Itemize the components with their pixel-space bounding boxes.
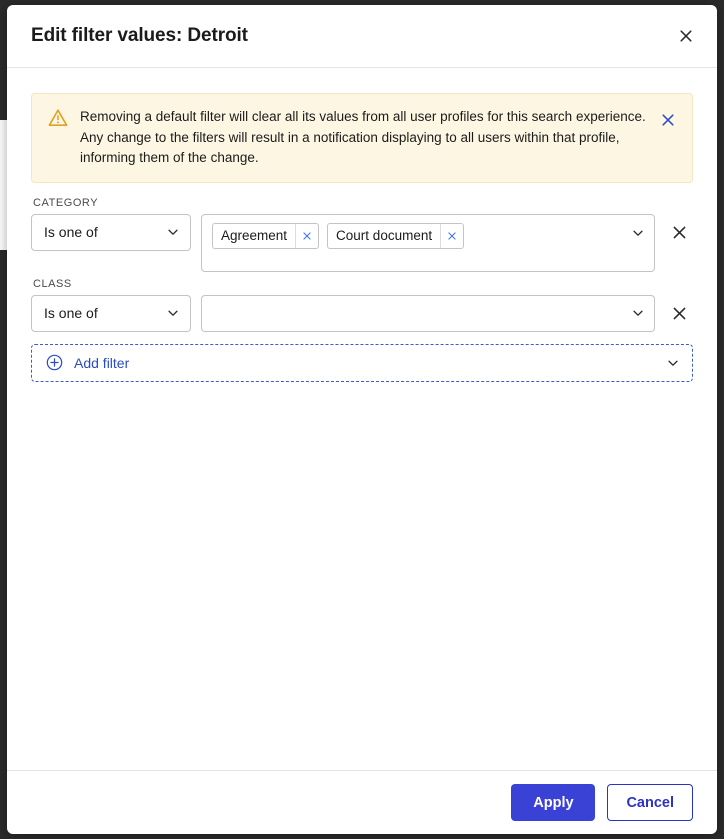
filter-values-input-category[interactable]	[201, 214, 655, 272]
warning-message: Removing a default filter will clear all its values from all user profiles for this search experience. Any change to the filters will result in a notification displaying to all users within that profile, informing them of the change.	[80, 109, 646, 166]
filter-row-class	[31, 295, 693, 332]
close-icon	[660, 112, 676, 128]
add-filter-button[interactable]	[31, 344, 693, 382]
close-icon	[671, 224, 688, 241]
plus-circle-icon	[46, 354, 64, 371]
filter-label-category: CATEGORY	[33, 196, 99, 209]
filter-token-label: Agreement	[221, 228, 288, 244]
filter-values-input-class[interactable]	[201, 295, 655, 332]
warning-close-button[interactable]	[656, 105, 680, 135]
dialog-title: Edit filter values: Detroit	[31, 25, 248, 46]
filter-token-list-category	[212, 223, 624, 249]
filter-operator-select-class[interactable]	[31, 295, 191, 332]
dialog-body	[7, 68, 717, 770]
filter-operator-value-class: Is one of	[44, 305, 98, 322]
close-icon	[302, 231, 312, 241]
filter-label-class: CLASS	[33, 277, 72, 290]
chevron-down-icon	[166, 225, 180, 239]
chevron-down-icon[interactable]	[666, 356, 680, 370]
filter-token-remove-button[interactable]	[440, 224, 463, 248]
background-panel-edge	[0, 120, 7, 250]
cancel-button[interactable]: Cancel	[607, 784, 693, 821]
add-filter-label: Add filter	[74, 354, 130, 371]
apply-button[interactable]: Apply	[511, 784, 595, 821]
filter-token-remove-button[interactable]	[295, 224, 318, 248]
chevron-down-icon[interactable]	[630, 306, 646, 320]
chevron-down-icon	[166, 306, 180, 320]
chevron-down-icon[interactable]	[630, 226, 646, 240]
close-icon	[447, 231, 457, 241]
dialog-header	[7, 5, 717, 68]
filter-token[interactable]	[212, 223, 319, 249]
remove-filter-button-class[interactable]	[665, 295, 693, 332]
filter-token[interactable]	[327, 223, 464, 249]
filter-operator-value-category: Is one of	[44, 224, 98, 241]
close-icon	[671, 305, 688, 322]
edit-filter-values-dialog	[7, 5, 717, 834]
dialog-footer	[7, 770, 717, 834]
filter-row-category	[31, 214, 693, 272]
dialog-close-button[interactable]	[671, 21, 701, 51]
filter-operator-select-category[interactable]	[31, 214, 191, 251]
remove-filter-button-category[interactable]	[665, 214, 693, 251]
warning-icon	[46, 108, 70, 128]
close-icon	[678, 28, 694, 44]
warning-banner	[31, 93, 693, 183]
filter-token-label: Court document	[336, 228, 433, 244]
